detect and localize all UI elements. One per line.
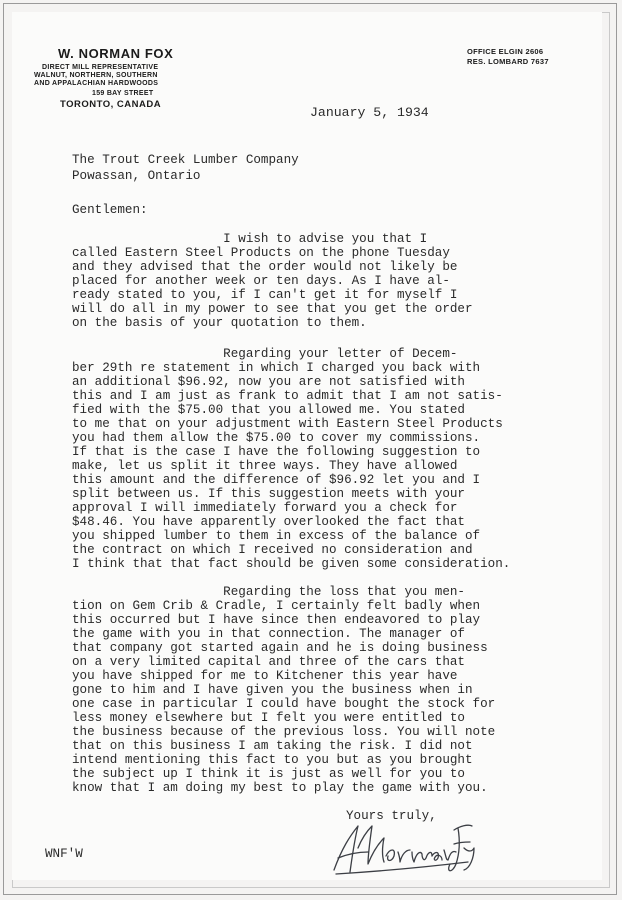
paragraph-2-line: Regarding your letter of Decem- [72, 347, 458, 361]
paragraph-3-line: the subject up I think it is just as well for you to [72, 767, 465, 781]
paragraph-3-line: the business because of the previous loss. You will note [72, 725, 496, 739]
closing: Yours truly, [346, 809, 437, 823]
paragraph-2-line: you shipped lumber to them in excess of the balance of [72, 529, 481, 543]
letterhead-line-3: AND APPALACHIAN HARDWOODS [34, 80, 159, 87]
paragraph-3-line: the game with you in that connection. The manager of [72, 627, 465, 641]
paragraph-1-line: placed for another week or ten days. As I have al- [72, 274, 450, 288]
paragraph-1-line: called Eastern Steel Products on the phone Tuesday [72, 246, 450, 260]
paragraph-2-line: you had them allow the $75.00 to cover my commissions. [72, 431, 481, 445]
paragraph-2 [72, 347, 510, 571]
paragraph-2-line: split between us. If this suggestion meets with your [72, 487, 465, 501]
paragraph-3-line: Regarding the loss that you men- [72, 585, 465, 599]
paragraph-3-line: one case in particular I could have bought the stock for [72, 697, 496, 711]
paragraph-1 [72, 232, 473, 330]
salutation: Gentlemen: [72, 203, 148, 217]
paragraph-3-line: intend mentioning this fact to you but as you brought [72, 753, 473, 767]
letterhead-name: W. NORMAN FOX [58, 46, 174, 61]
paragraph-3-line: that on this business I am taking the risk. I did not [72, 739, 473, 753]
letter-page [12, 12, 602, 880]
paragraph-1-line: will do all in my power to see that you get the order [72, 302, 473, 316]
letterhead-city: TORONTO, CANADA [60, 99, 162, 110]
recipient-line-2: Powassan, Ontario [72, 169, 201, 183]
paragraph-1-line: ready stated to you, if I can't get it for myself I [72, 288, 458, 302]
paragraph-3-line: on a very limited capital and three of the cars that [72, 655, 465, 669]
paragraph-2-line: $48.46. You have apparently overlooked the fact that [72, 515, 465, 529]
residence-phone: RES. LOMBARD 7637 [467, 57, 549, 66]
paragraph-2-line: make, let us split it three ways. They have allowed [72, 459, 458, 473]
paragraph-2-line: If that is the case I have the following suggestion to [72, 445, 481, 459]
paragraph-3-line: less money elsewhere but I felt you were entitled to [72, 711, 465, 725]
letterhead-address: 159 BAY STREET [92, 90, 154, 97]
paragraph-3-line: you have shipped for me to Kitchener this year have [72, 669, 458, 683]
paragraph-1-line: and they advised that the order would not likely be [72, 260, 458, 274]
paragraph-3-line: know that I am doing my best to play the game with you. [72, 781, 488, 795]
recipient-line-1: The Trout Creek Lumber Company [72, 153, 299, 167]
paragraph-2-line: the contract on which I received no consideration and [72, 543, 473, 557]
paragraph-1-line: I wish to advise you that I [72, 232, 428, 246]
paragraph-2-line: this and I am just as frank to admit that I am not satis- [72, 389, 503, 403]
handwritten-signature [328, 818, 476, 876]
typist-initials: WNF'W [45, 847, 83, 861]
paragraph-3-line: this occurred but I have since then endeavored to play [72, 613, 481, 627]
office-phone: OFFICE ELGIN 2606 [467, 47, 544, 56]
paragraph-3 [72, 585, 495, 795]
paragraph-2-line: ber 29th re statement in which I charged you back with [72, 361, 481, 375]
paragraph-2-line: this amount and the difference of $96.92 let you and I [72, 473, 481, 487]
paragraph-2-line: approval I will immediately forward you a check for [72, 501, 458, 515]
paragraph-2-line: fied with the $75.00 that you allowed me. You stated [72, 403, 465, 417]
paragraph-2-line: to me that on your adjustment with Eastern Steel Products [72, 417, 503, 431]
letter-date: January 5, 1934 [310, 105, 429, 120]
letterhead-line-2: WALNUT, NORTHERN, SOUTHERN [34, 72, 158, 79]
letterhead-line-1: DIRECT MILL REPRESENTATIVE [42, 64, 159, 71]
paragraph-3-line: gone to him and I have given you the business when in [72, 683, 473, 697]
paragraph-3-line: that company got started again and he is doing business [72, 641, 488, 655]
paragraph-2-line: I think that that fact should be given some consideration. [72, 557, 511, 571]
paragraph-1-line: on the basis of your quotation to them. [72, 316, 367, 330]
paragraph-2-line: an additional $96.92, now you are not satisfied with [72, 375, 465, 389]
paragraph-3-line: tion on Gem Crib & Cradle, I certainly felt badly when [72, 599, 481, 613]
